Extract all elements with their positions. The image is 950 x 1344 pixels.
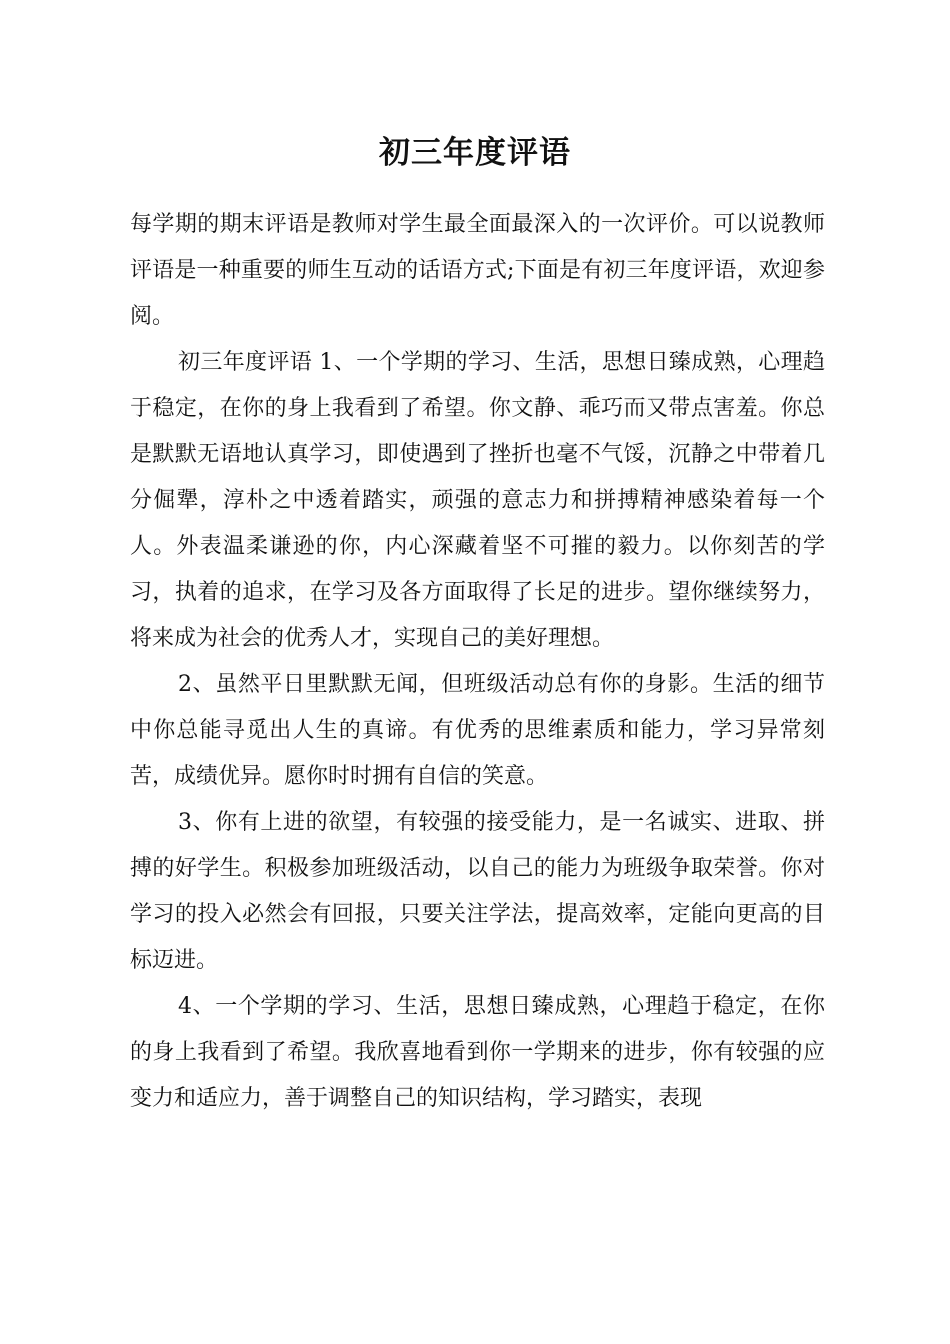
comment-paragraph-2: 2、虽然平日里默默无闻，但班级活动总有你的身影。生活的细节中你总能寻觅出人生的真谛。有优秀的思维素质和能力，学习异常刻苦，成绩优异。愿你时时拥有自信的笑意。 — [130, 672, 825, 789]
document-title: 初三年度评语 — [379, 135, 571, 171]
comment-paragraph-1: 初三年度评语 1、一个学期的学习、生活，思想日臻成熟，心理趋于稳定，在你的身上我看到了希望。你文静、乖巧而又带点害羞。你总是默默无语地认真学习，即使遇到了挫折也毫不气馁，沉静之中带着几分倔犟，淳朴之中透着踏实，顽强的意志力和拼搏精神感染着每一个人。外表温柔谦逊的你，内心深藏着坚不可摧的毅力。以你刻苦的学习，执着的追求，在学习及各方面取得了长足的进步。望你继续努力，将来成为社会的优秀人才，实现自己的美好理想。 — [130, 350, 825, 651]
intro-paragraph: 每学期的期末评语是教师对学生最全面最深入的一次评价。可以说教师评语是一种重要的师生互动的话语方式;下面是有初三年度评语，欢迎参阅。 — [130, 212, 825, 329]
comment-paragraph-3: 3、你有上进的欲望，有较强的接受能力，是一名诚实、进取、拼搏的好学生。积极参加班级活动，以自己的能力为班级争取荣誉。你对学习的投入必然会有回报，只要关注学法，提高效率，定能向更高的目标迈进。 — [130, 810, 825, 973]
document-body — [130, 202, 825, 1122]
comment-paragraph-4: 4、一个学期的学习、生活，思想日臻成熟，心理趋于稳定，在你的身上我看到了希望。我欣喜地看到你一学期来的进步，你有较强的应变力和适应力，善于调整自己的知识结构，学习踏实，表现 — [130, 994, 825, 1111]
